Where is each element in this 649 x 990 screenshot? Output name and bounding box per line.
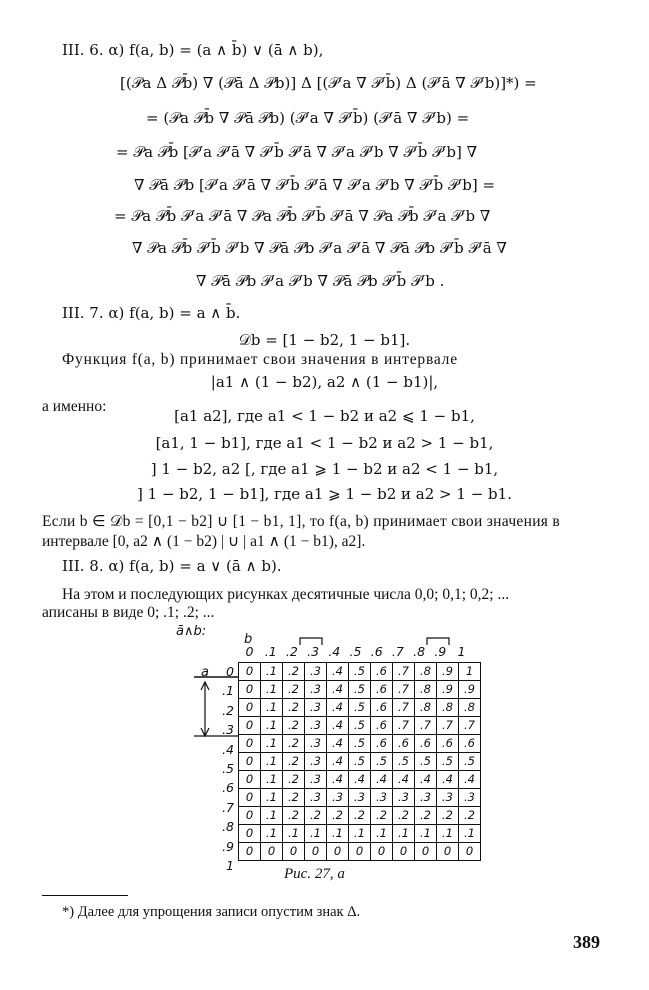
table-cell: .8: [415, 663, 437, 681]
table-row: [239, 681, 481, 699]
table-cell: .5: [415, 753, 437, 771]
table-row: [239, 663, 481, 681]
column-header: .8: [413, 644, 426, 659]
table-cell: .4: [327, 699, 349, 717]
figure-a-label: a: [201, 665, 209, 680]
table-cell: .1: [305, 825, 327, 843]
row-header: .4: [222, 741, 234, 757]
row-header: .8: [222, 819, 234, 835]
column-header: 0: [245, 644, 254, 659]
table-cell: .7: [437, 717, 459, 735]
figure-col-bracket-9: [427, 638, 449, 645]
table-cell: .6: [437, 735, 459, 753]
table-cell: .1: [261, 807, 283, 825]
table-cell: 0: [415, 843, 437, 861]
table-cell: .4: [349, 771, 371, 789]
footnote-rule: [42, 895, 128, 896]
table-cell: .4: [327, 681, 349, 699]
table-cell: .5: [349, 681, 371, 699]
table-cell: .2: [283, 807, 305, 825]
table-cell: .1: [459, 825, 481, 843]
row-header: .3: [222, 722, 234, 738]
table-cell: 0: [239, 789, 261, 807]
table-cell: .1: [415, 825, 437, 843]
table-cell: .3: [349, 789, 371, 807]
table-row: [239, 825, 481, 843]
table-cell: 0: [239, 753, 261, 771]
table-cell: .4: [327, 735, 349, 753]
column-header: .1: [264, 644, 277, 659]
table-cell: .1: [261, 789, 283, 807]
table-cell: .1: [349, 825, 371, 843]
page-number: 389: [573, 932, 600, 952]
footnote: *) Далее для упрощения записи опустим знак Δ.: [62, 904, 361, 920]
table-cell: .6: [371, 681, 393, 699]
table-cell: .9: [459, 681, 481, 699]
table-cell: 0: [283, 843, 305, 861]
table-cell: .5: [371, 753, 393, 771]
table-cell: 0: [437, 843, 459, 861]
table-cell: .8: [437, 699, 459, 717]
column-header: .4: [328, 644, 341, 659]
table-cell: .1: [261, 735, 283, 753]
table-cell: .7: [393, 699, 415, 717]
table-cell: .1: [283, 825, 305, 843]
table-cell: .5: [349, 753, 371, 771]
table-row: [239, 771, 481, 789]
text-line-11: Функция f(a, b) принимает свои значения в интервале: [62, 351, 458, 368]
table-cell: 0: [459, 843, 481, 861]
table-row: [239, 717, 481, 735]
table-cell: .4: [327, 753, 349, 771]
row-header: .6: [222, 780, 234, 796]
table-cell: .1: [261, 663, 283, 681]
table-cell: 0: [239, 843, 261, 861]
table-cell: .3: [371, 789, 393, 807]
value-table: [238, 662, 481, 861]
figure-corner-label: ā∧b:: [176, 624, 207, 639]
table-cell: 0: [261, 843, 283, 861]
figure-caption: Рис. 27, а: [284, 866, 345, 882]
table-cell: .7: [393, 681, 415, 699]
table-cell: .2: [327, 807, 349, 825]
formula-line-17: ] 1 − b2, 1 − b1], где a1 ⩾ 1 − b2 и a2 > 1 − b1.: [137, 485, 512, 503]
table-cell: .3: [415, 789, 437, 807]
table-cell: 1: [459, 663, 481, 681]
table-cell: .1: [261, 699, 283, 717]
column-header: .9: [434, 644, 447, 659]
table-cell: .6: [371, 717, 393, 735]
table-cell: .4: [459, 771, 481, 789]
table-cell: .1: [393, 825, 415, 843]
row-header: .1: [222, 683, 234, 699]
table-cell: 0: [239, 663, 261, 681]
table-cell: .3: [305, 681, 327, 699]
table-cell: 0: [349, 843, 371, 861]
table-cell: .2: [283, 681, 305, 699]
table-cell: 0: [239, 699, 261, 717]
formula-line-20: III. 8. α) f(a, b) = a ∨ (ā ∧ b).: [62, 557, 282, 575]
column-header: .2: [285, 644, 298, 659]
row-header: 1: [226, 858, 234, 873]
row-header: .5: [222, 761, 234, 776]
table-cell: 0: [393, 843, 415, 861]
table-cell: .5: [437, 753, 459, 771]
row-header: .9: [222, 838, 234, 854]
formula-line-16: ] 1 − b2, a2 [, где a1 ⩾ 1 − b2 и a2 < 1 − b1,: [150, 460, 499, 478]
table-cell: .2: [371, 807, 393, 825]
table-cell: .1: [261, 681, 283, 699]
table-cell: .5: [349, 699, 371, 717]
table-cell: .3: [305, 717, 327, 735]
table-cell: .1: [327, 825, 349, 843]
table-cell: .5: [393, 753, 415, 771]
table-cell: .4: [327, 771, 349, 789]
column-header: .3: [307, 644, 320, 659]
formula-line-7: ∇ 𝒫a 𝒫b̄ 𝒫′b̄ 𝒫′b ∇ 𝒫ā 𝒫b 𝒫′a 𝒫′ā ∇ 𝒫ā 𝒫b 𝒫′b̄ 𝒫′ā ∇: [132, 239, 507, 257]
table-cell: 0: [239, 771, 261, 789]
table-cell: .4: [393, 771, 415, 789]
table-cell: .2: [283, 753, 305, 771]
row-header: .2: [222, 702, 234, 718]
table-cell: 0: [371, 843, 393, 861]
table-cell: .2: [283, 717, 305, 735]
table-cell: .4: [415, 771, 437, 789]
text-line-22: аписаны в виде 0; .1; .2; ...: [42, 604, 215, 621]
table-row: [239, 699, 481, 717]
row-header: .7: [222, 799, 234, 815]
table-cell: .4: [327, 717, 349, 735]
table-cell: .3: [305, 663, 327, 681]
formula-line-14: [a1 a2], где a1 < 1 − b2 и a2 ⩽ 1 − b1,: [174, 407, 475, 425]
column-header: .6: [370, 644, 383, 659]
table-cell: .8: [415, 681, 437, 699]
table-cell: .7: [459, 717, 481, 735]
table-cell: .3: [305, 789, 327, 807]
table-cell: .3: [459, 789, 481, 807]
table-cell: .8: [459, 699, 481, 717]
table-cell: .1: [371, 825, 393, 843]
table-cell: 0: [239, 717, 261, 735]
formula-line-8: ∇ 𝒫ā 𝒫b 𝒫′a 𝒫′b ∇ 𝒫ā 𝒫b 𝒫′b̄ 𝒫′b .: [196, 272, 445, 290]
formula-line-3: = (𝒫a 𝒫b̄ ∇ 𝒫ā 𝒫b) (𝒫′a ∇ 𝒫′b̄) (𝒫′ā ∇ 𝒫′b) =: [146, 109, 470, 127]
table-cell: .4: [371, 771, 393, 789]
table-cell: .1: [437, 825, 459, 843]
table-cell: .8: [415, 699, 437, 717]
formula-line-15: [a1, 1 − b1], где a1 < 1 − b2 и a2 > 1 − b1,: [155, 434, 494, 452]
table-cell: .6: [459, 735, 481, 753]
row-header: 0: [226, 664, 234, 679]
table-cell: .1: [261, 717, 283, 735]
table-cell: 0: [239, 807, 261, 825]
table-cell: .1: [261, 825, 283, 843]
column-header: .7: [391, 644, 404, 659]
table-cell: .3: [327, 789, 349, 807]
text-line-19: интервале [0, a2 ∧ (1 − b2) | ∪ | a1 ∧ (1 − b1), a2].: [42, 533, 366, 550]
table-row: [239, 843, 481, 861]
formula-line-9: III. 7. α) f(a, b) = a ∧ b̄.: [62, 304, 241, 322]
table-cell: .3: [393, 789, 415, 807]
table-cell: .7: [393, 663, 415, 681]
table-cell: 0: [239, 681, 261, 699]
table-cell: 0: [239, 825, 261, 843]
table-cell: .3: [305, 753, 327, 771]
formula-line-6: = 𝒫a 𝒫b̄ 𝒫′a 𝒫′ā ∇ 𝒫a 𝒫b̄ 𝒫′b̄ 𝒫′ā ∇ 𝒫a 𝒫b̄ 𝒫′a 𝒫′b ∇: [114, 207, 491, 225]
table-cell: 0: [305, 843, 327, 861]
table-cell: .3: [305, 699, 327, 717]
formula-line-4: = 𝒫a 𝒫b̄ [𝒫′a 𝒫′ā ∇ 𝒫′b̄ 𝒫′ā ∇ 𝒫′a 𝒫′b ∇ 𝒫′b̄ 𝒫′b] ∇: [116, 143, 478, 161]
table-cell: .5: [349, 663, 371, 681]
formula-line-10: 𝒟b = [1 − b2, 1 − b1].: [238, 331, 411, 349]
table-cell: .2: [283, 663, 305, 681]
table-cell: .2: [283, 789, 305, 807]
table-cell: .2: [283, 735, 305, 753]
table-cell: .3: [305, 771, 327, 789]
table-cell: .6: [415, 735, 437, 753]
table-cell: .1: [261, 753, 283, 771]
table-cell: .6: [371, 699, 393, 717]
table-cell: .2: [437, 807, 459, 825]
table-cell: .7: [393, 717, 415, 735]
table-row: [239, 807, 481, 825]
table-cell: .7: [415, 717, 437, 735]
table-cell: .5: [349, 735, 371, 753]
table-cell: .2: [305, 807, 327, 825]
figure-col-bracket-3: [300, 638, 322, 645]
table-cell: .1: [261, 771, 283, 789]
table-cell: .2: [459, 807, 481, 825]
formula-line-12: |a1 ∧ (1 − b2), a2 ∧ (1 − b1)|,: [210, 373, 439, 391]
table-cell: .5: [349, 717, 371, 735]
column-header: 1: [457, 644, 466, 659]
text-line-13: а именно:: [42, 398, 107, 415]
table-cell: 0: [327, 843, 349, 861]
table-cell: .6: [371, 735, 393, 753]
table-cell: .2: [393, 807, 415, 825]
table-row: [239, 753, 481, 771]
table-cell: .4: [437, 771, 459, 789]
column-header: .5: [349, 644, 362, 659]
text-line-21: На этом и последующих рисунках десятичные числа 0,0; 0,1; 0,2; ...: [62, 586, 510, 603]
table-cell: .3: [305, 735, 327, 753]
table-cell: .4: [327, 663, 349, 681]
table-cell: .3: [437, 789, 459, 807]
formula-line-2: [(𝒫a Δ 𝒫b̄) ∇ (𝒫ā Δ 𝒫b)] Δ [(𝒫′a ∇ 𝒫′b̄) Δ (𝒫′ā ∇ 𝒫′b)]*) =: [120, 74, 537, 92]
table-cell: .6: [393, 735, 415, 753]
table-cell: .5: [459, 753, 481, 771]
formula-line-5: ∇ 𝒫ā 𝒫b [𝒫′a 𝒫′ā ∇ 𝒫′b̄ 𝒫′ā ∇ 𝒫′a 𝒫′b ∇ 𝒫′b̄ 𝒫′b] =: [134, 176, 496, 194]
table-cell: 0: [239, 735, 261, 753]
table-row: [239, 789, 481, 807]
table-cell: .9: [437, 663, 459, 681]
figure-b-label: b: [244, 632, 253, 647]
table-cell: .2: [283, 771, 305, 789]
table-cell: .2: [349, 807, 371, 825]
table-cell: .9: [437, 681, 459, 699]
formula-line-1: III. 6. α) f(a, b) = (a ∧ b̄) ∨ (ā ∧ b),: [62, 41, 324, 59]
text-line-18: Если b ∈ 𝒟b = [0,1 − b2] ∪ [1 − b1, 1], то f(a, b) принимает свои значения в: [42, 513, 561, 530]
table-cell: .2: [283, 699, 305, 717]
table-cell: .6: [371, 663, 393, 681]
table-cell: .2: [415, 807, 437, 825]
table-row: [239, 735, 481, 753]
